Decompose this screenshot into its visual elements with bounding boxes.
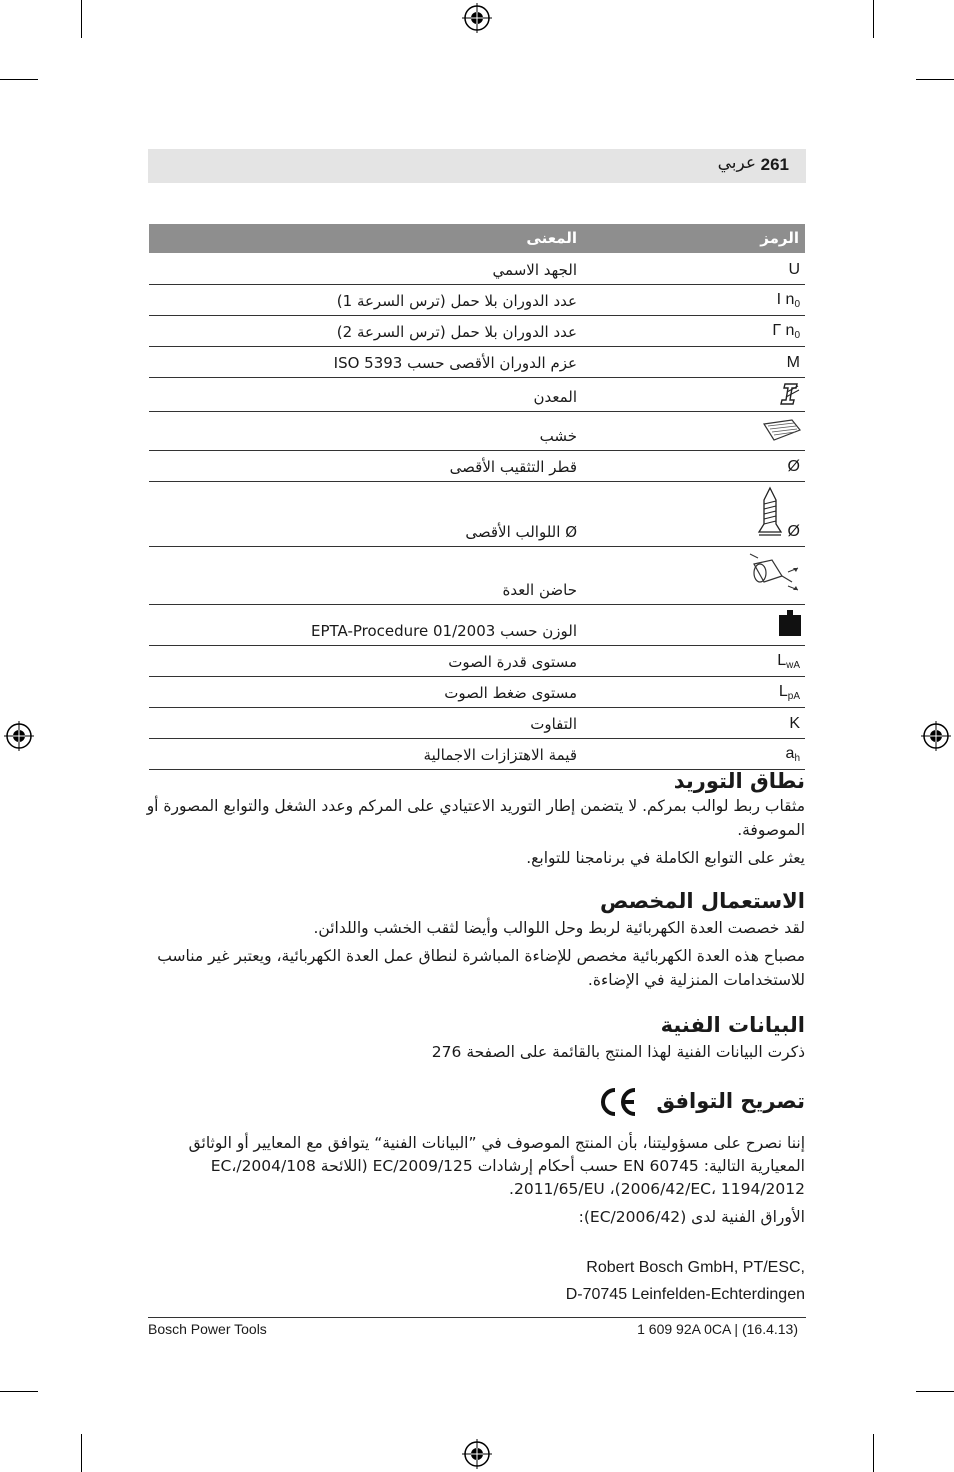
crop-mark (81, 0, 82, 38)
delivery-paragraph: يعثر على التوابع الكاملة في برنامجنا للتوابع. (526, 849, 805, 867)
crop-mark (873, 1434, 874, 1472)
table-row (149, 285, 805, 316)
table-row (149, 482, 805, 547)
row-meaning: مستوى ضغط الصوت (444, 684, 577, 702)
crop-mark (916, 79, 954, 80)
delivery-paragraph: مثقاب ربط لوالب بمركم. لا يتضمن إطار التوريد الاعتيادي على المركم وعدد الشغل والتوابع المصورة أو الموصوفة. (146, 797, 805, 839)
weight-icon (778, 609, 802, 637)
technical-data-paragraph: ذكرت البيانات الفنية لهذا المنتج بالقائمة على الصفحة 276 (431, 1043, 805, 1061)
company-line: Robert Bosch GmbH, PT/ESC, (586, 1259, 805, 1276)
row-symbol: M (786, 354, 800, 371)
table-row (149, 708, 805, 739)
row-symbol: Ø (787, 523, 800, 540)
row-meaning: خشب (539, 427, 577, 445)
metal-icon (778, 382, 802, 406)
row-meaning: المعدن (533, 388, 577, 406)
table-row (149, 451, 805, 482)
table-row (149, 412, 805, 451)
registration-mark-icon (4, 721, 34, 751)
technical-data-section (145, 1012, 805, 1064)
screw-icon (757, 486, 783, 538)
intended-use-paragraph: لقد خصصت العدة الكهربائية لربط وحل اللوالب وأيضا لثقب الخشب واللدائن. (313, 919, 805, 937)
conformity-paragraph: الأوراق الفنية لدى (2006/42/EC): (578, 1208, 805, 1226)
row-meaning: عدد الدوران بلا حمل (ترس السرعة 2) (336, 323, 577, 341)
crop-mark (81, 1434, 82, 1472)
table-row (149, 646, 805, 677)
delivery-section (145, 768, 805, 870)
row-meaning: عزم الدوران الأقصى حسب ISO 5393 (333, 354, 577, 372)
intended-use-section (145, 888, 805, 992)
table-row (149, 547, 805, 605)
delivery-title: نطاق التوريد (673, 769, 805, 793)
footer-doc-number: 1 609 92A 0CA | (16.4.13) (637, 1321, 798, 1337)
row-symbol: Ø (787, 458, 800, 475)
intended-use-title: الاستعمال المخصص (599, 889, 805, 913)
registration-mark-icon (921, 721, 951, 751)
address-line: D-70745 Leinfelden-Echterdingen (565, 1286, 805, 1303)
company-address (566, 1254, 805, 1308)
crop-mark (0, 79, 38, 80)
row-meaning: حاضن العدة (502, 581, 577, 599)
row-symbol: $L_{wA}$ (777, 652, 800, 671)
table-row (149, 316, 805, 347)
row-meaning: Ø اللوالب الأقصى (465, 523, 577, 541)
footer-brand: Bosch Power Tools (148, 1321, 267, 1337)
column-header-symbol: الرمز (760, 229, 799, 247)
row-meaning: قيمة الاهتزازات الاجمالية (423, 746, 577, 764)
conformity-title: تصريح التوافق (656, 1089, 805, 1113)
row-meaning: الوزن حسب EPTA-Procedure 01/2003 (311, 622, 577, 640)
page-number: 261 (760, 155, 789, 174)
row-symbol: U (788, 261, 800, 278)
row-meaning: مستوى قدرة الصوت (448, 653, 577, 671)
conformity-heading (145, 1086, 805, 1118)
intended-use-paragraph: مصباح هذه العدة الكهربائية مخصص للإضاءة المباشرة لنطاق عمل العدة الكهربائية، ويعتبر غير مناسب للاستخدامات المنزلية في الإضاءة. (157, 947, 805, 989)
symbols-table (149, 224, 805, 770)
row-symbol: $L_{pA}$ (778, 683, 800, 702)
row-meaning: الجهد الاسمي (492, 261, 577, 279)
table-row (149, 378, 805, 412)
conformity-section (145, 1086, 805, 1229)
row-symbol: Г $n_0$ (772, 322, 800, 341)
page-header (148, 149, 806, 183)
ce-mark-icon (597, 1086, 639, 1118)
crop-mark (916, 1391, 954, 1392)
table-row (149, 605, 805, 646)
table-row (149, 347, 805, 378)
page-language: عربي (717, 153, 756, 173)
row-symbol: I $n_0$ (776, 291, 800, 310)
table-header (149, 224, 805, 253)
wood-icon (762, 418, 802, 444)
footer-divider (148, 1317, 806, 1318)
table-row (149, 739, 805, 770)
table-row (149, 253, 805, 285)
row-symbol: $a_h$ (785, 745, 800, 764)
table-row (149, 677, 805, 708)
registration-mark-icon (462, 3, 492, 33)
row-symbol: K (789, 715, 800, 732)
technical-data-title: البيانات الفنية (660, 1013, 805, 1037)
conformity-paragraph: إننا نصرح على مسؤوليتنا، بأن المنتج الموصوف في ”البيانات الفنية“ يتوافق مع المعايير أو الوثائق المعيارية التالية: EN 60745 حسب أحكام إرشادات 2009/125/EC (اللائحة 2004/108/EC، 2006/42/EC، 1194/2012)، 2011/65/EU. (188, 1134, 805, 1198)
row-meaning: قطر التثقيب الأقصى (449, 458, 577, 476)
column-header-meaning: المعنى (526, 229, 577, 247)
crop-mark (0, 1391, 38, 1392)
row-meaning: التفاوت (530, 715, 577, 733)
tool-holder-icon (748, 550, 802, 594)
registration-mark-icon (462, 1439, 492, 1469)
crop-mark (873, 0, 874, 38)
row-meaning: عدد الدوران بلا حمل (ترس السرعة 1) (336, 292, 577, 310)
